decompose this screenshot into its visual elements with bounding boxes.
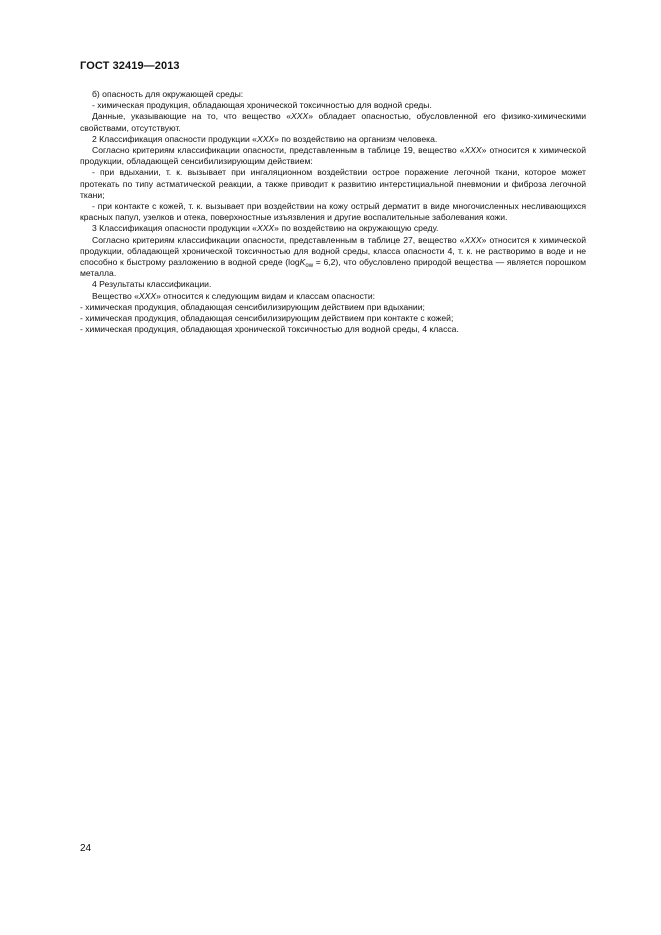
document-header: ГОСТ 32419—2013	[80, 60, 180, 72]
list-item: - при вдыхании, т. к. вызывает при ингаляционном воздействии острое поражение легочной ткани, которое может протекать по типу астматической реакции, а также приводит к развитию интерстициальной пневмонии и фиброза легочной ткани;	[80, 167, 586, 200]
paragraph: б) опасность для окружающей среды:	[92, 89, 244, 99]
section-heading: 2 Классификация опасности продукции «XXX» по воздействию на организм человека.	[92, 133, 438, 144]
paragraph: Согласно критериям классификации опасности, представленным в таблице 27, вещество «XXX» относится к химической продукции, обладающей хронической токсичностью для водной среды, класса опасности 4, т. к. не растворимо в воде и не способно к быстрому разложению в водной среде (logK$_{ow}$ = 6,2), что обусловлено природой вещества — является порошком металла.	[80, 234, 586, 279]
paragraph: Вещество «XXX» относится к следующим видам и классам опасности:	[92, 290, 376, 301]
list-item: - химическая продукция, обладающая хронической токсичностью для водной среды.	[92, 100, 432, 111]
section-heading: 4 Результаты классификации.	[92, 279, 212, 290]
section-heading: 3 Классификация опасности продукции «XXX» по воздействию на окружающую среду.	[92, 223, 439, 234]
paragraph: Данные, указывающие на то, что вещество «XXX» обладает опасностью, обусловленной его физико-химическими свойствами, отсутствуют.	[80, 111, 586, 133]
list-item: - химическая продукция, обладающая сенсибилизирующим действием при контакте с кожей;	[80, 313, 454, 324]
document-body	[80, 89, 586, 335]
list-item: - химическая продукция, обладающая хронической токсичностью для водной среды, 4 класса.	[80, 324, 459, 335]
list-item: - химическая продукция, обладающая сенсибилизирующим действием при вдыхании;	[80, 301, 425, 312]
paragraph: Согласно критериям классификации опасности, представленным в таблице 19, вещество «XXX» относится к химической продукции, обладающей сенсибилизирующим действием:	[80, 145, 586, 167]
page-number: 24	[80, 843, 92, 854]
list-item: - при контакте с кожей, т. к. вызывает при воздействии на кожу острый дерматит в виде многочисленных несливающихся красных папул, узелков и отека, поверхностные изъязвления и другие воспалительные заболевания кожи.	[80, 201, 586, 223]
